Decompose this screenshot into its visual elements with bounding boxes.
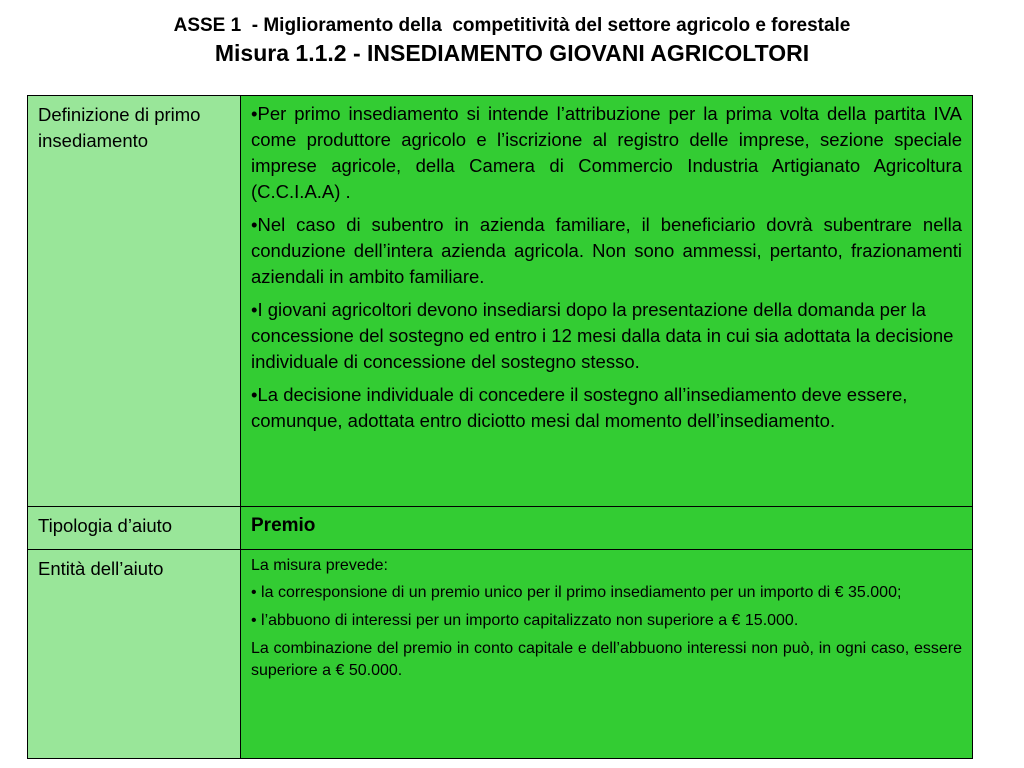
entita-paragraph-2: • l’abbuono di interessi per un importo capitalizzato non superiore a € 15.000.	[251, 612, 799, 629]
info-table	[27, 95, 973, 759]
definizione-paragraph-4: •La decisione individuale di concedere il sostegno all’insediamento deve essere, comunque, adottata entro diciotto mesi dal momento dell’insediamento.	[251, 384, 908, 431]
row-content-tipologia	[241, 507, 973, 550]
title-asse: ASSE 1 - Miglioramento della competitività del settore agricolo e forestale	[173, 15, 851, 36]
row-label-tipologia: Tipologia d’aiuto	[28, 507, 241, 550]
table-row-tipologia	[28, 507, 973, 550]
definizione-paragraph-1: •Per primo insediamento si intende l’attribuzione per la prima volta della partita IVA come produttore agricolo e l’iscrizione al registro delle imprese, sezione speciale imprese agricole, della Camera di Commercio Industria Artigianato Agricoltura (C.C.I.A.A) .	[251, 103, 962, 202]
definizione-paragraph-2: •Nel caso di subentro in azienda familiare, il beneficiario dovrà subentrare nella conduzione dell’intera azienda agricola. Non sono ammessi, pertanto, frazionamenti aziendali in ambito familiare.	[251, 214, 962, 287]
table-row-entita	[28, 550, 973, 759]
table-row-definizione	[28, 96, 973, 507]
definizione-paragraph-3: •I giovani agricoltori devono insediarsi dopo la presentazione della domanda per la concessione del sostegno ed entro i 12 mesi dalla data in cui sia adottata la decisione individuale di concessione del sostegno stesso.	[251, 299, 954, 372]
entita-intro: La misura prevede:	[251, 557, 388, 574]
entita-paragraph-1: • la corresponsione di un premio unico per il primo insediamento per un importo di € 35.000;	[251, 584, 902, 601]
slide-title	[0, 14, 1024, 67]
row-label-entita: Entità dell’aiuto	[28, 550, 241, 759]
title-misura: Misura 1.1.2 - INSEDIAMENTO GIOVANI AGRICOLTORI	[214, 40, 810, 66]
entita-paragraph-3: La combinazione del premio in conto capitale e dell’abbuono interessi non può, in ogni caso, essere superiore a € 50.000.	[251, 640, 962, 679]
row-content-definizione	[241, 96, 973, 507]
tipologia-value: Premio	[251, 515, 316, 536]
row-label-definizione: Definizione di primo insediamento	[28, 96, 241, 507]
row-content-entita	[241, 550, 973, 759]
